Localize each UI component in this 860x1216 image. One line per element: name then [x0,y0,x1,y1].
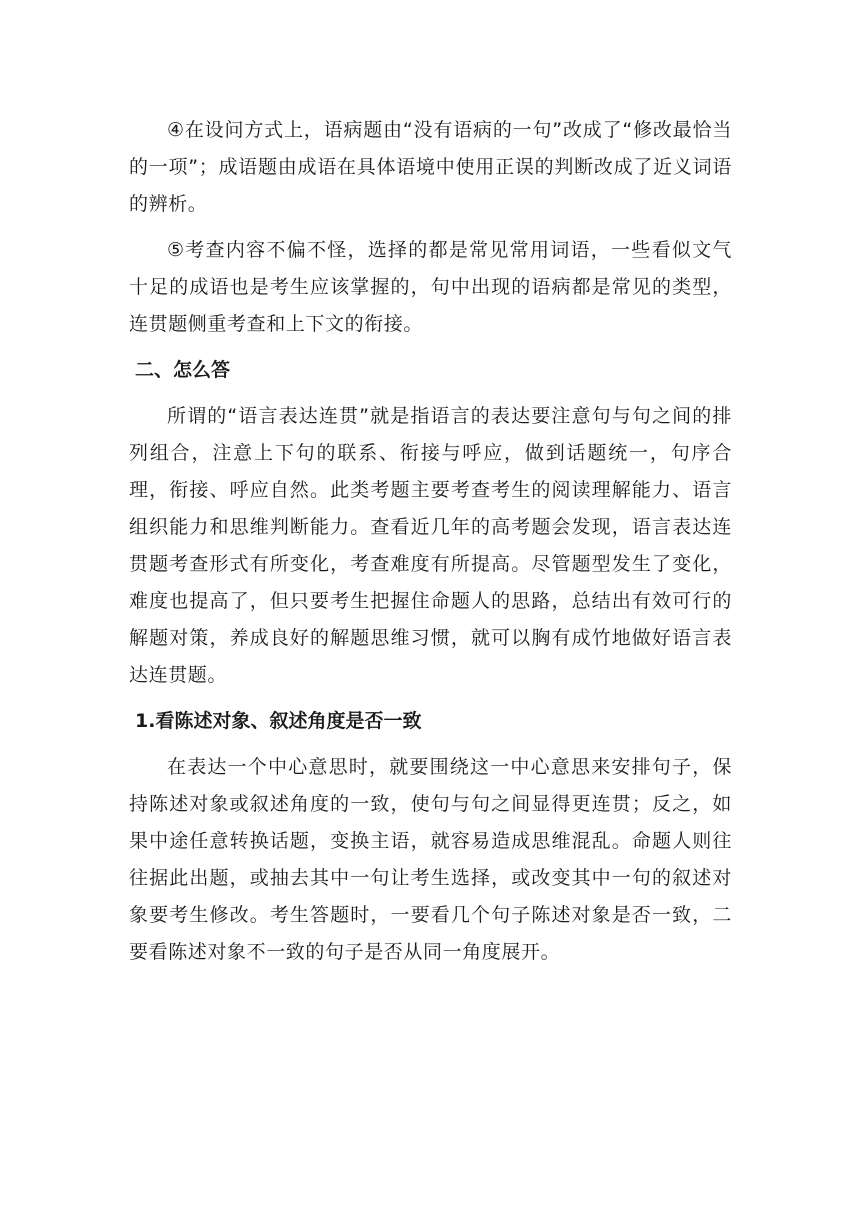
paragraph-consistency: 在表达一个中心意思时，就要围绕这一中心意思来安排句子，保持陈述对象或叙述角度的一致，使句与句之间显得更连贯；反之，如果中途任意转换话题，变换主语，就容易造成思维混乱。命题人则往往据此出题，或抽去其中一句让考生选择，或改变其中一句的叙述对象要考生修改。考生答题时，一要看几个句子陈述对象是否一致，二要看陈述对象不一致的句子是否从同一角度展开。 [129,756,732,963]
paragraph-item-5: ⑤考查内容不偏不怪，选择的都是常见常用词语，一些看似文气十足的成语也是考生应该掌握的，句中出现的语病都是常见的类型，连贯题侧重考查和上下文的衔接。 [129,239,732,335]
paragraph-definition: 所谓的“语言表达连贯”就是指语言的表达要注意句与句之间的排列组合，注意上下句的联系、衔接与呼应，做到话题统一，句序合理，衔接、呼应自然。此类考题主要考查考生的阅读理解能力、语言组织能力和思维判断能力。查看近几年的高考题会发现，语言表达连贯题考查形式有所变化，考查难度有所提高。尽管题型发生了变化，难度也提高了，但只要考生把握住命题人的思路，总结出有效可行的解题对策，养成良好的解题思维习惯，就可以胸有成竹地做好语言表达连贯题。 [129,405,732,686]
paragraph-item-4: ④在设问方式上，语病题由“没有语病的一句”改成了“修改最恰当的一项”；成语题由成语在具体语境中使用正误的判断改成了近义词语的辨析。 [129,119,732,215]
subheading-consistency: 1.看陈述对象、叙述角度是否一致 [135,710,422,732]
section-heading-how-to-answer: 二、怎么答 [135,359,231,381]
